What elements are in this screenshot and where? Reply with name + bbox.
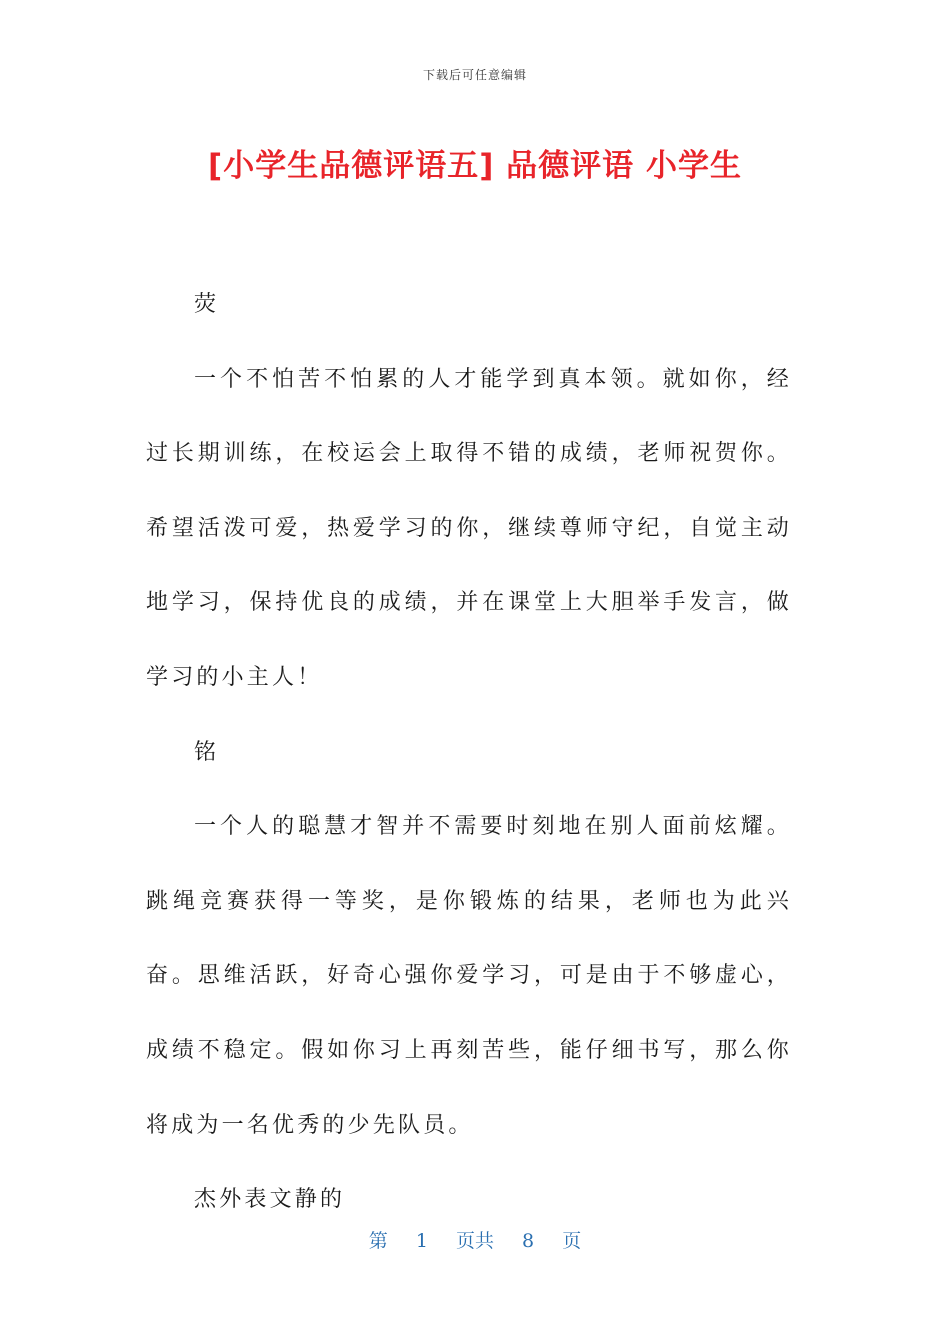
footer-middle: 页共 [455, 1230, 494, 1252]
paragraph-comment-2: 一个人的聪慧才智并不需要时刻地在别人面前炫耀。跳绳竞赛获得一等奖，是你锻炼的结果，老师也为此兴奋。思维活跃，好奇心强你爱学习，可是由于不够虚心，成绩不稳定。假如你习上再刻苦些，能仔细书写，那么你将成为一名优秀的少先队员。 [146, 814, 792, 1138]
footer-prefix: 第 [368, 1230, 388, 1252]
document-body [146, 268, 792, 1238]
paragraph-comment-1: 一个不怕苦不怕累的人才能学到真本领。就如你，经过长期训练，在校运会上取得不错的成绩，老师祝贺你。希望活泼可爱，热爱学习的你，继续尊师守纪，自觉主动地学习，保持优良的成绩，并在课堂上大胆举手发言，做学习的小主人！ [146, 366, 792, 690]
paragraph-comment-3-start: 杰外表文静的 [194, 1187, 346, 1213]
footer-suffix: 页 [562, 1230, 582, 1252]
paragraph-name-ying: 荧 [194, 292, 220, 317]
page-footer [0, 1226, 950, 1253]
footer-page-number: 1 [415, 1230, 428, 1252]
header-note: 下载后可任意编辑 [422, 68, 527, 82]
paragraph-name-ming: 铭 [194, 739, 220, 765]
footer-total-pages: 8 [522, 1230, 535, 1252]
document-title: [小学生品德评语五] 品德评语 小学生 [208, 148, 742, 184]
